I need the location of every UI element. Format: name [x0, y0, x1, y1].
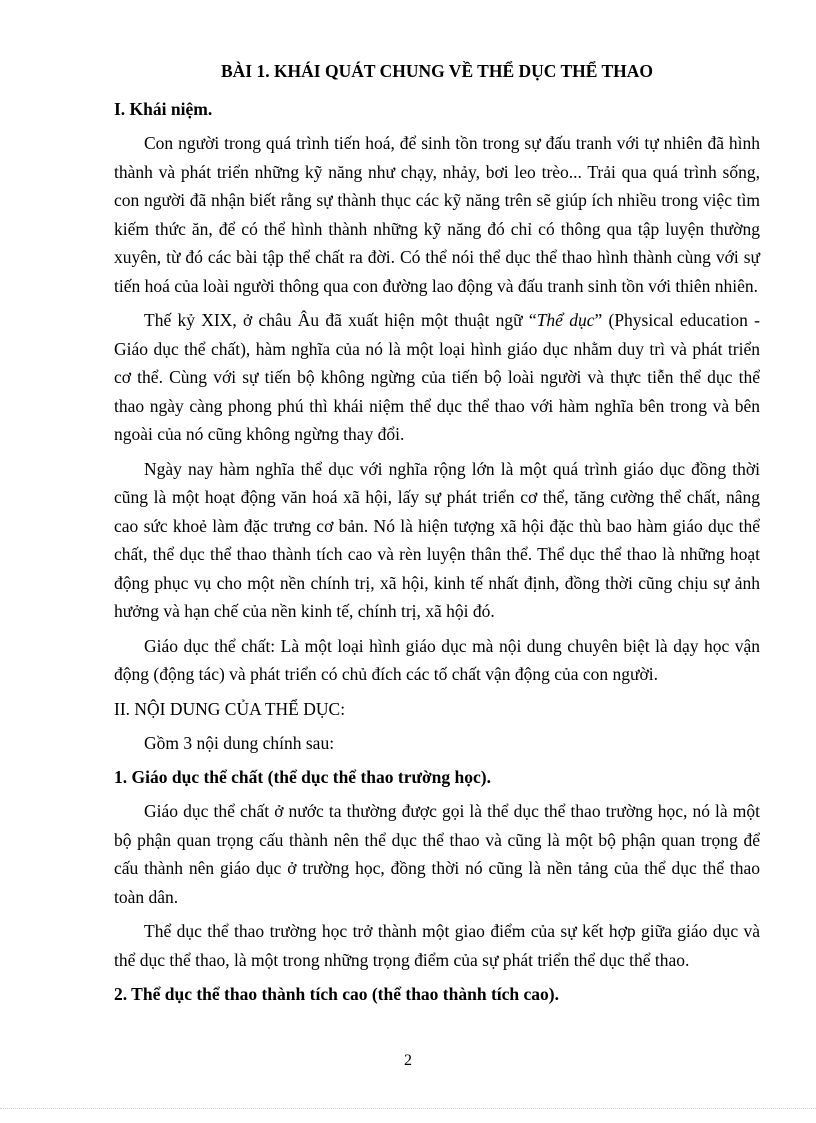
paragraph-intro: Gồm 3 nội dung chính sau:: [144, 732, 335, 753]
italic-term: Thể dục: [536, 310, 595, 330]
paragraph-text-end: ” (Physical education - Giáo dục thể chất), hàm nghĩa của nó là một loại hình giáo dục nhằm duy trì và phát triển cơ thể. Cùng với sự tiến bộ không ngừng của tiến bộ loài người và thực tiễn thể dục thể thao ngày càng phong phú thì khái niệm thể dục thể thao với hàm nghĩa bên trong và bên ngoài của nó cũng không ngừng thay đổi.: [114, 310, 760, 444]
section-heading-content: II. NỘI DUNG CỦA THỂ DỤC:: [114, 698, 346, 719]
paragraph-physical-education-term: [114, 306, 760, 449]
document-page: [114, 58, 760, 1014]
document-title: BÀI 1. KHÁI QUÁT CHUNG VỀ THỂ DỤC THỂ THAO: [220, 61, 654, 81]
paragraph-school-sports: Thể dục thể thao trường học trở thành một giao điểm của sự kết hợp giữa giáo dục và thể dục thể thao, là một trong những trọng điểm của sự phát triển thể dục thể thao.: [114, 921, 760, 970]
subsection-heading-school-pe: 1. Giáo dục thể chất (thể dục thể thao trường học).: [114, 767, 491, 787]
paragraph-evolution: Con người trong quá trình tiến hoá, để sinh tồn trong sự đấu tranh với tự nhiên đã hình thành và phát triển những kỹ năng như chạy, nhảy, bơi leo trèo... Trải qua quá trình sống, con người đã nhận biết rằng sự thành thục các kỹ năng trên sẽ giúp ích nhiều trong việc tìm kiếm thức ăn, để có thể hình thành những kỹ năng đó chỉ có thông qua tập luyện thường xuyên, từ đó các bài tập thể chất ra đời. Có thể nói thể dục thể thao hình thành cùng với sự tiến hoá của loài người thông qua con đường lao động và đấu tranh sinh tồn với thiên nhiên.: [114, 133, 760, 296]
page-number: 2: [404, 1052, 412, 1069]
paragraph-school-pe: Giáo dục thể chất ở nước ta thường được gọi là thể dục thể thao trường học, nó là một bộ phận quan trọng cấu thành nên thể dục thể thao và cũng là một bộ phận quan trọng để cấu thành nên giáo dục ở trường học, đồng thời nó cũng là nền tảng của thể dục thể thao toàn dân.: [114, 801, 760, 907]
paragraph-modern-meaning: Ngày nay hàm nghĩa thể dục với nghĩa rộng lớn là một quá trình giáo dục đồng thời cũng là một hoạt động văn hoá xã hội, lấy sự phát triển cơ thể, tăng cường thể chất, nâng cao sức khoẻ làm đặc trưng cơ bản. Nó là hiện tượng xã hội đặc thù bao hàm giáo dục thể chất, thể dục thể thao thành tích cao và rèn luyện thân thể. Thể dục thể thao là những hoạt động phục vụ cho một nền chính trị, xã hội, kinh tế nhất định, đồng thời cũng chịu sự ảnh hưởng và hạn chế của nền kinh tế, chính trị, xã hội đó.: [114, 458, 760, 621]
page-divider: [0, 1108, 816, 1109]
subsection-heading-elite-sports: 2. Thể dục thể thao thành tích cao (thể thao thành tích cao).: [114, 984, 559, 1004]
paragraph-text-start: Thế kỷ XIX, ở châu Âu đã xuất hiện một thuật ngữ “: [144, 310, 537, 330]
section-heading-concept: I. Khái niệm.: [114, 99, 213, 119]
paragraph-definition: Giáo dục thể chất: Là một loại hình giáo dục mà nội dung chuyên biệt là dạy học vận động (động tác) và phát triển có chủ đích các tố chất vận động của con người.: [114, 635, 760, 684]
